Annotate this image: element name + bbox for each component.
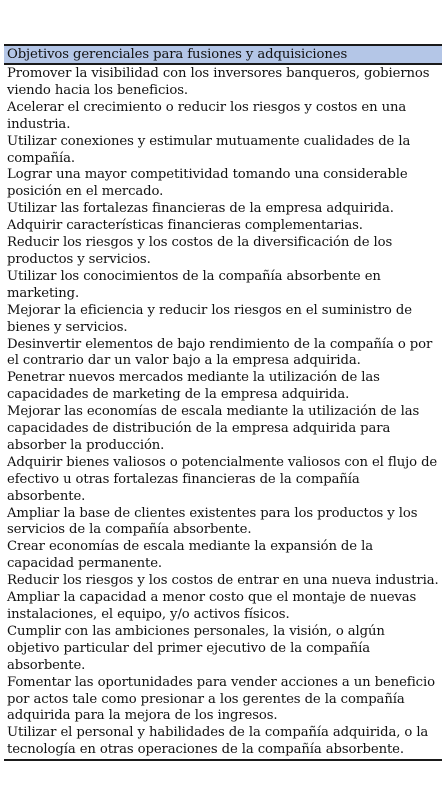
table-row: Reducir los riesgos y los costos de entrar en una nueva industria. bbox=[7, 573, 439, 589]
objectives-table bbox=[4, 44, 442, 761]
table-row: Crear economías de escala mediante la expansión de la capacidad permanente. bbox=[7, 539, 373, 572]
table-row: Utilizar el personal y habilidades de la compañía adquirida, o la tecnología en otras operaciones de la compañía absorbente. bbox=[7, 725, 429, 758]
table-row: Adquirir bienes valiosos o potencialmente valiosos con el flujo de efectivo u otras fortalezas financieras de la compañía absorbente. bbox=[7, 454, 438, 504]
table-row: Desinvertir elementos de bajo rendimiento de la compañía o por el contrario dar un valor bajo a la empresa adquirida. bbox=[7, 336, 433, 369]
table-row: Penetrar nuevos mercados mediante la utilización de las capacidades de marketing de la empresa adquirida. bbox=[7, 370, 380, 403]
table-row: Mejorar las economías de escala mediante la utilización de las capacidades de distribución de la empresa adquirida para absorber la producción. bbox=[7, 404, 420, 453]
table-row: Promover la visibilidad con los inversores banqueros, gobiernos viendo hacia los beneficios. bbox=[7, 66, 430, 98]
table-row: Utilizar conexiones y estimular mutuamente cualidades de la compañía. bbox=[7, 133, 411, 166]
table-row: Ampliar la capacidad a menor costo que el montaje de nuevas instalaciones, el equipo, y/o activos físicos. bbox=[7, 590, 417, 622]
table-row: Utilizar las fortalezas financieras de la empresa adquirida. bbox=[7, 201, 394, 217]
table-body bbox=[4, 65, 442, 761]
table-header: Objetivos gerenciales para fusiones y adquisiciones bbox=[4, 44, 442, 65]
table-row: Cumplir con las ambiciones personales, la visión, o algún objetivo particular del primer ejecutivo de la compañía absorbente. bbox=[7, 623, 385, 673]
table-row: Reducir los riesgos y los costos de la diversificación de los productos y servicios. bbox=[7, 235, 393, 267]
table-row: Ampliar la base de clientes existentes para los productos y los servicios de la compañía absorbente. bbox=[7, 505, 418, 538]
table-row: Lograr una mayor competitividad tomando una considerable posición en el mercado. bbox=[7, 167, 408, 200]
table-row: Fomentar las oportunidades para vender acciones a un beneficio por actos tale como presionar a los gerentes de la compañía adquirida para la mejora de los ingresos. bbox=[7, 674, 435, 724]
table-row: Utilizar los conocimientos de la compañía absorbente en marketing. bbox=[7, 268, 381, 301]
table-row: Mejorar la eficiencia y reducir los riesgos en el suministro de bienes y servicios. bbox=[7, 302, 412, 335]
table-row: Acelerar el crecimiento o reducir los riesgos y costos en una industria. bbox=[7, 99, 407, 132]
table-row: Adquirir características financieras complementarias. bbox=[7, 218, 363, 234]
